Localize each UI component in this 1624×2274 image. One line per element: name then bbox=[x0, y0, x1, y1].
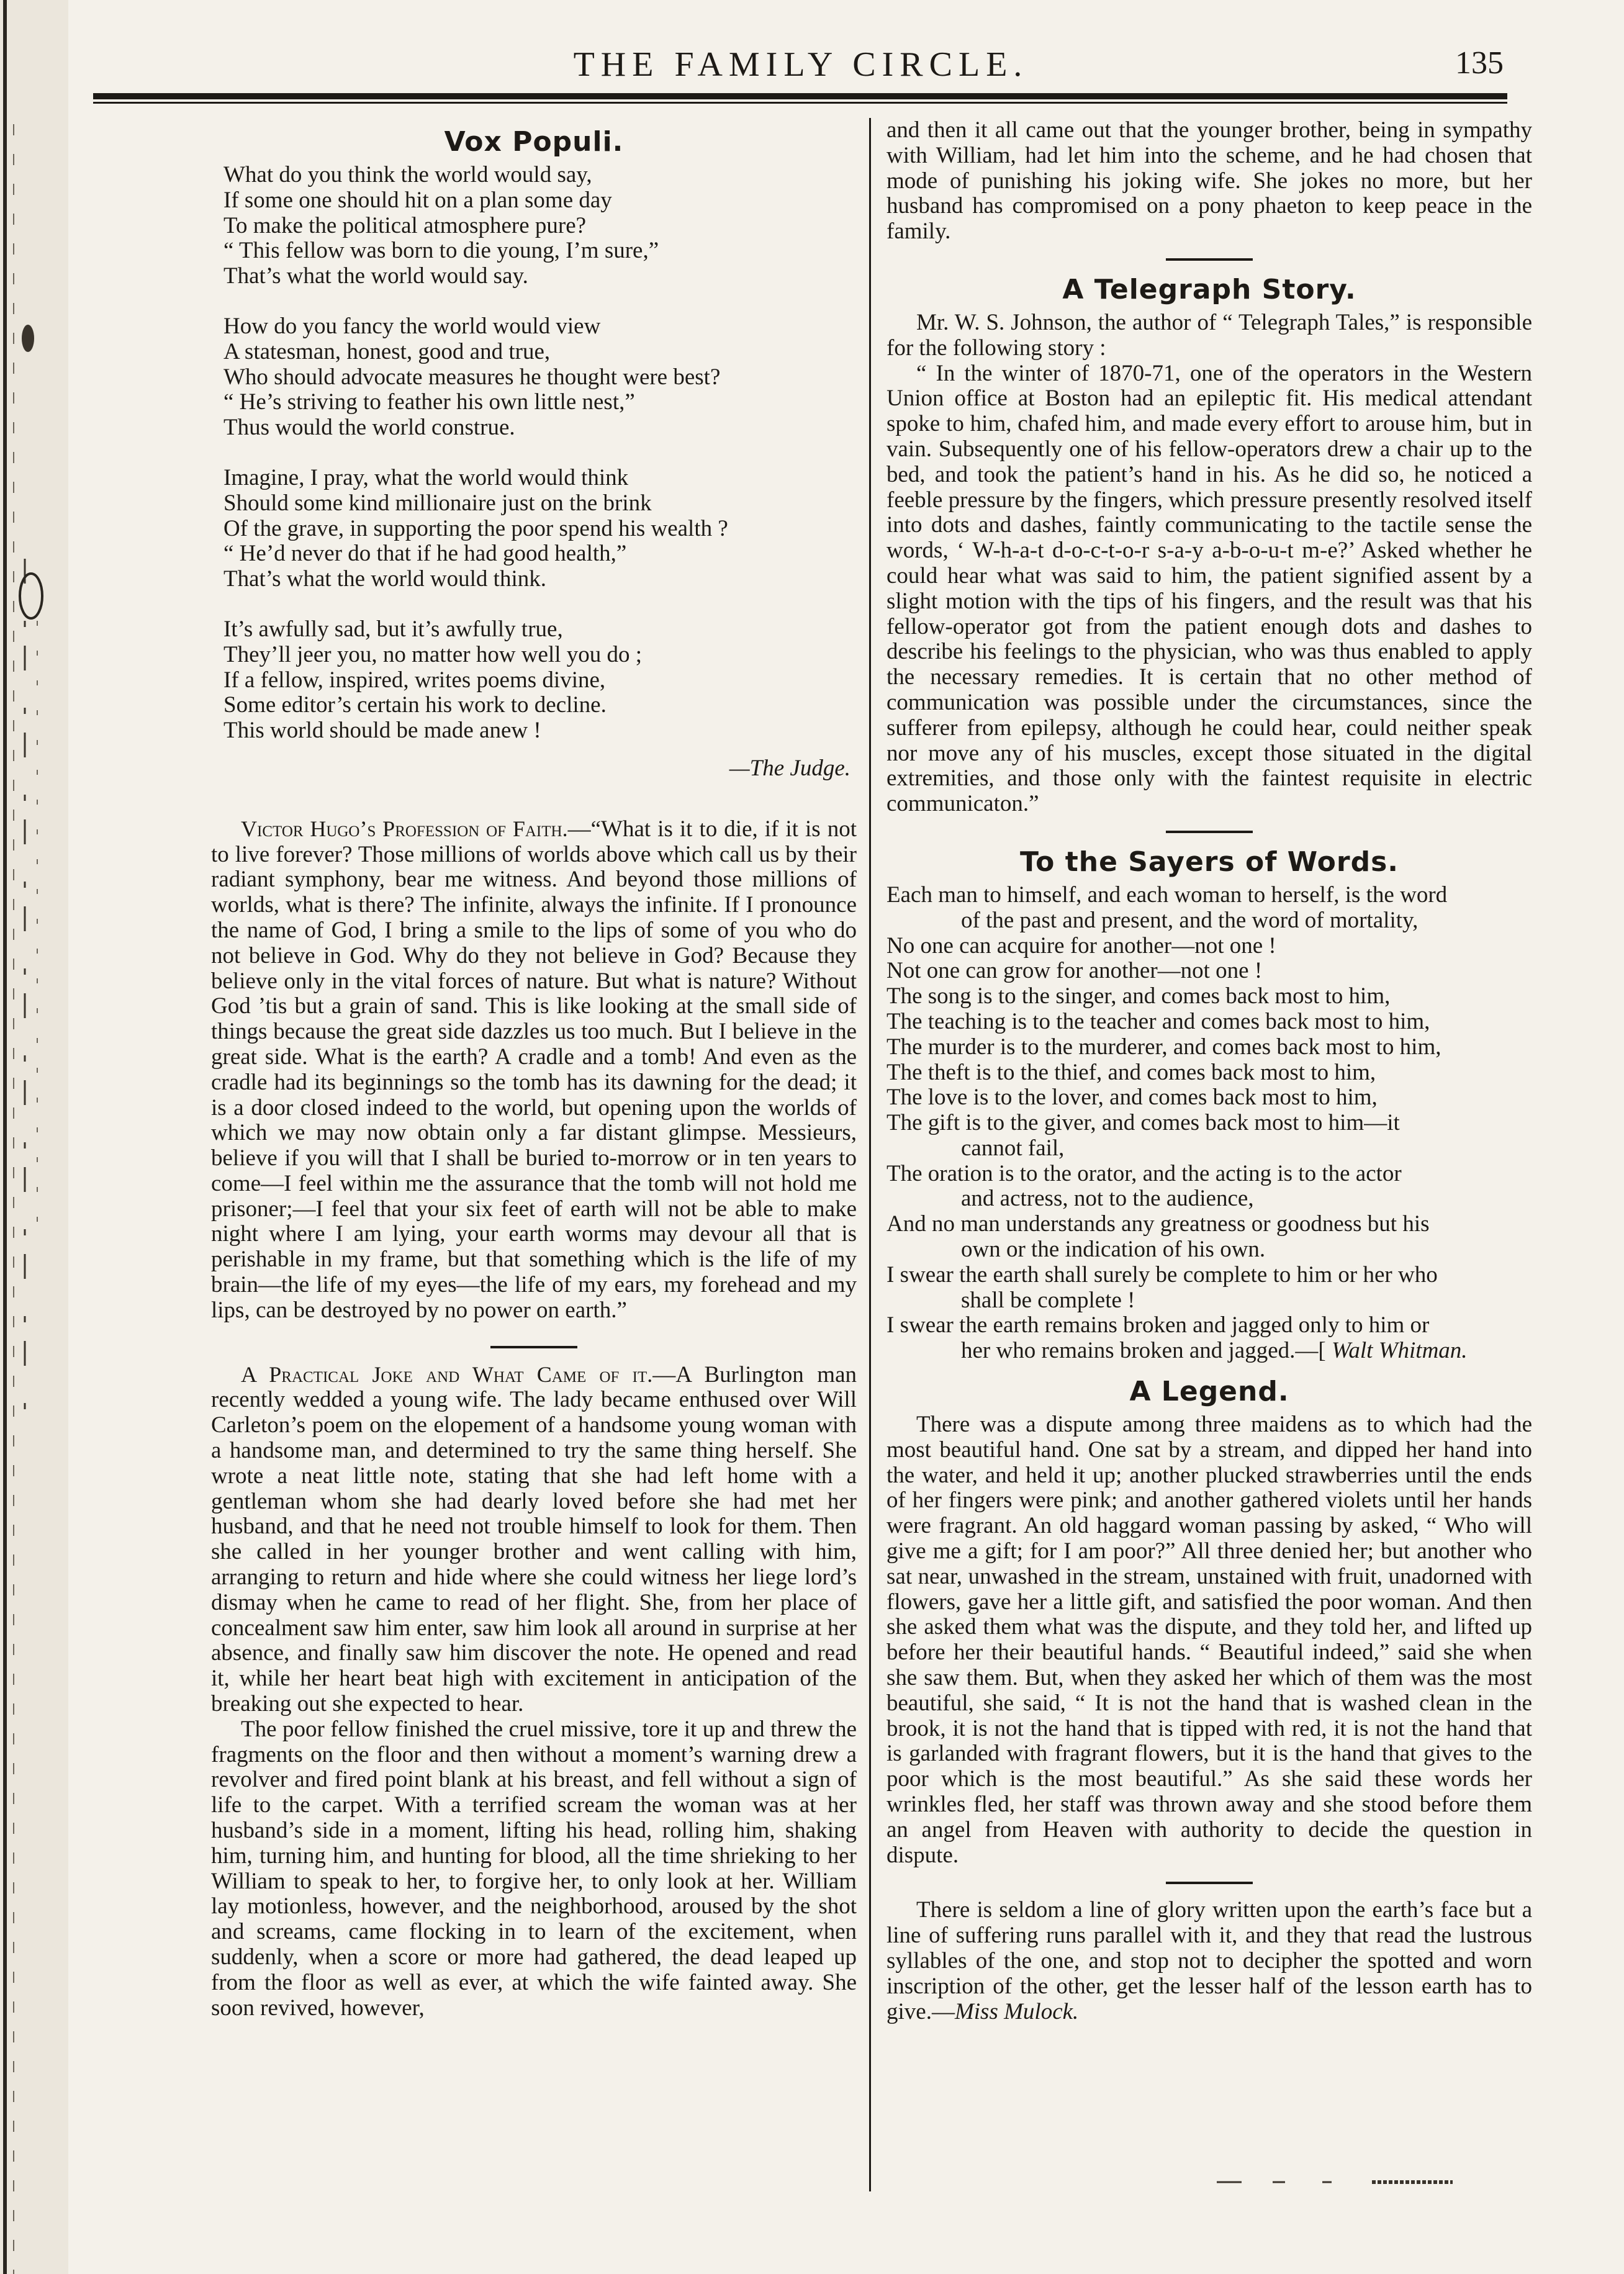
article-paragraph: The poor fellow finished the cruel missive, tore it up and threw the fragments on the floor and then without a moment’s warning drew a revolver and fired point blank at his breast, and fell without a sign of life to the carpet. With a terrified scream the woman was at her husband’s side in a moment, lifting his head, rolling him, shaking him, turning him, and hunting for blood, all the time shrieking to her William to speak to her, to forgive her, to only look at her. William lay motionless, however, and the neighborhood, aroused by the shot and screams, came flocking in to learn of the excitement, when suddenly, when a score or more had gathered, the dead leaped up from the floor as well as ever, at which the wife fainted away. She soon revived, however, bbox=[211, 1716, 857, 2021]
poem-line: Of the grave, in supporting the poor spend his wealth ? bbox=[223, 515, 728, 541]
article-body: —“What is it to die, if it is not to live forever? Those millions of worlds above which call us by their radiant symphony, bear me witness. And beyond those millions of worlds, what is there? The infinite, always the infinite. If I pronounce the name of God, I bring a smile to the lips of some of you who do not believe in God. Why do they not believe in God? Because they believe only in the vital forces of nature. But what is nature? Without God ’tis but a grain of sand. This is like looking at the small side of things because the great side dazzles us too much. But I believe in the great side. What is the earth? A cradle and a tomb! And even as the cradle had its beginnings so the tomb has its dawning for the dead; it is a door closed indeed to the world, but opening upon the worlds of which we may now obtain only a far distant glimpse. Messieurs, believe if you will that I shall be buried to-morrow or in ten years to come—I feel within me the assurance that the tomb will not hold me prisoner;—I feel that your six feet of earth will not be able to make night where I am lying, your earth worms may devour all that is perishable in my frame, but that something which is the life of my brain—the life of my eyes—the life of my ears, my forehead and my lips, can be destroyed by no power on earth.” bbox=[211, 816, 857, 1323]
poem-line: I swear the earth remains broken and jagged only to him or bbox=[886, 1312, 1430, 1338]
article-body: —A Burlington man recently wedded a young wife. The lady became enthused over Will Carleton’s poem on the elopement of a handsome young woman with a handsome man, and determined to try the same thing herself. She wrote a neat little note, stating that she had left home with a gentleman whom she had dearly loved before she had met her husband, and that he need not trouble himself to look for them. Then she called in her younger brother and went calling with him, arranging to return and hide where she could witness her liege lord’s dismay when he came to read of her flight. She, from her place of concealment saw him enter, saw him look all around in surprise at her absence, and finally saw him discover the note. He opened and read it, while her heart beat high with excitement in anticipation of the breaking out she expected to hear. bbox=[211, 1361, 857, 1717]
poem-stanza bbox=[223, 617, 857, 744]
article-paragraph: There was a dispute among three maidens as to which had the most beautiful hand. One sat by a stream, and dipped her hand into the water, and held it up; another plucked strawberries until the ends of her fingers were pink; and another gathered violets until her hands were fragrant. An old haggard woman passing by asked, “ Who will give me a gift; for I am poor?” All three denied her; but another who sat near, unwashed in the stream, unstained with fruit, unadorned with flowers, gave her a little gift, and satisfied the poor woman. And then she asked them what was the dispute, and they told her, and lifted up before her their beautiful hands. “ Beautiful indeed,” said she when she saw them. But, when they asked her which of them was the most beautiful, she said, “ It is not the hand that is washed clean in the brook, it is not the hand that is tipped with red, it is not the hand that is garlanded with fragrant flowers, but it is the hand that gives to the poor which is the most beautiful.” As she said these words her wrinkles fled, her staff was thrown away and she stood before them an angel from Heaven with authority to decide the question in dispute. bbox=[886, 1412, 1532, 1868]
poem-line: The teaching is to the teacher and comes back most to him, bbox=[886, 1008, 1430, 1034]
article-attribution: Miss Mulock. bbox=[954, 1998, 1079, 2024]
section-rule bbox=[490, 1346, 577, 1348]
poem-line: Thus would the world construe. bbox=[223, 415, 515, 441]
poem-line: To make the political atmosphere pure? bbox=[223, 212, 587, 238]
article-legend bbox=[886, 1376, 1532, 1868]
poem-line: The theft is to the thief, and comes back most to him, bbox=[886, 1059, 1376, 1085]
poem-line: “ He’d never do that if he had good health,” bbox=[223, 541, 627, 567]
poem-line: This world should be made anew ! bbox=[223, 718, 541, 744]
poem-line: No one can acquire for another—not one ! bbox=[886, 932, 1276, 959]
poem-line: A statesman, honest, good and true, bbox=[223, 338, 551, 364]
poem-line: The love is to the lover, and comes back most to him, bbox=[886, 1085, 1378, 1111]
poem-line: and actress, not to the audience, bbox=[961, 1186, 1254, 1212]
article-paragraph bbox=[211, 1362, 857, 1717]
article-telegraph-story bbox=[886, 274, 1532, 817]
right-column bbox=[886, 118, 1532, 2191]
footer-ornament bbox=[1217, 2173, 1477, 2191]
poem-line: The song is to the singer, and comes back most to him, bbox=[886, 983, 1391, 1009]
poem-line: Should some kind millionaire just on the brink bbox=[223, 490, 652, 516]
section-rule bbox=[1166, 831, 1253, 833]
poem-line: What do you think the world would say, bbox=[223, 162, 592, 187]
poem-line: If some one should hit on a plan some day bbox=[223, 187, 612, 213]
article-practical-joke bbox=[211, 1362, 857, 2021]
poem-line-text: her who remains broken and jagged.—[ bbox=[961, 1338, 1332, 1364]
poem-attribution: Walt Whitman. bbox=[1331, 1338, 1468, 1364]
column-divider bbox=[869, 118, 871, 2191]
poem-line: How do you fancy the world would view bbox=[223, 313, 601, 339]
article-sayers-of-words bbox=[886, 847, 1532, 1364]
poem-line: They’ll jeer you, no matter how well you do ; bbox=[223, 641, 643, 667]
poem-line: own or the indication of his own. bbox=[961, 1237, 1266, 1263]
poem-line: “ He’s striving to feather his own little nest,” bbox=[223, 389, 635, 415]
section-rule bbox=[1166, 258, 1253, 261]
running-title: THE FAMILY CIRCLE. bbox=[573, 45, 1029, 84]
poem-line: That’s what the world would think. bbox=[223, 566, 546, 592]
section-rule bbox=[1166, 1882, 1253, 1884]
poem-line: And no man understands any greatness or goodness but his bbox=[886, 1211, 1430, 1237]
poem-line: “ This fellow was born to die young, I’m sure,” bbox=[223, 238, 659, 264]
poem-line: Each man to himself, and each woman to herself, is the word bbox=[886, 882, 1448, 908]
article-paragraph: Mr. W. S. Johnson, the author of “ Telegraph Tales,” is responsible for the following story : bbox=[886, 309, 1532, 361]
article-title: A Telegraph Story. bbox=[1062, 273, 1356, 305]
poem-line: Imagine, I pray, what the world would think bbox=[223, 464, 629, 490]
poem-stanza bbox=[223, 466, 857, 592]
poem-line: If a fellow, inspired, writes poems divine, bbox=[223, 667, 606, 693]
article-body: There is seldom a line of glory written upon the earth’s face but a line of suffering runs parallel with it, and they that read the lustrous syllables of the one, and stop not to decipher the spotted and worn inscription of the other, get the lesser half of the lesson earth has to give.— bbox=[886, 1897, 1532, 2024]
article-closing bbox=[886, 1898, 1532, 2024]
article-paragraph: “ In the winter of 1870-71, one of the operators in the Western Union office at Boston had an epileptic fit. His medical attendant spoke to him, chafed him, and made every effort to arouse him, but in vain. Subsequently one of his fellow-operators drew a chair up to the bed, and took the patient’s hand in his. As he did so, he noticed a feeble pressure by the fingers, which pressure presently resolved itself into dots and dashes, faintly communicating to the tactile sense the words, ‘ W-h-a-t d-o-c-t-o-r s-a-y a-b-o-u-t m-e?’ Asked whether he could hear what was said to him, the patient signified assent by a slight motion with the tips of his fingers, and the result was that his fellow-operator got from the patient enough dots and dashes to describe his feelings to the physician, who was thus enabled to apply the necessary remedies. It is certain that no other method of communication was possible under the circumstances, since the sufferer from epilepsy, although he could hear, could neither speak nor move any of his muscles, except those situated in the digital extremities, and those only with the faintest requisite in electric communicaton.” bbox=[886, 360, 1532, 817]
header-rule-thin bbox=[93, 102, 1507, 104]
poem-attribution: —The Judge. bbox=[729, 755, 850, 781]
poem-stanza bbox=[223, 314, 857, 441]
article-vox-populi bbox=[211, 127, 857, 782]
poem-line: The gift is to the giver, and comes back most to him—it bbox=[886, 1110, 1400, 1136]
poem-line: That’s what the world would say. bbox=[223, 263, 528, 289]
header-rule-thick bbox=[93, 93, 1507, 99]
article-paragraph bbox=[211, 816, 857, 1324]
article-title: To the Sayers of Words. bbox=[1020, 846, 1399, 878]
page-header bbox=[93, 45, 1509, 94]
page-number: 135 bbox=[1455, 45, 1504, 81]
poem-stanza bbox=[223, 163, 857, 289]
left-column bbox=[211, 118, 857, 2191]
poem-line: The oration is to the orator, and the acting is to the actor bbox=[886, 1160, 1402, 1186]
article-paragraph bbox=[886, 1898, 1532, 2024]
poem-line: Not one can grow for another—not one ! bbox=[886, 958, 1263, 984]
poem-line bbox=[886, 1338, 1532, 1364]
article-paragraph-continued: and then it all came out that the younger brother, being in sympathy with William, had let him into the scheme, and he had chosen that mode of punishing his joking wife. She jokes no more, but her husband has compromised on a pony phaeton to keep peace in the family. bbox=[886, 118, 1532, 245]
article-hugo bbox=[211, 816, 857, 1324]
poem-line: I swear the earth shall surely be complete to him or her who bbox=[886, 1261, 1438, 1288]
article-title: A Legend. bbox=[1129, 1376, 1289, 1408]
article-title: Vox Populi. bbox=[444, 126, 624, 158]
article-heading: Victor Hugo’s Profession of Faith. bbox=[241, 816, 568, 841]
poem-line: cannot fail, bbox=[961, 1135, 1065, 1161]
poem-line: The murder is to the murderer, and comes back most to him, bbox=[886, 1034, 1441, 1060]
article-heading: A Practical Joke and What Came of it. bbox=[241, 1361, 653, 1387]
poem-line: It’s awfully sad, but it’s awfully true, bbox=[223, 616, 563, 642]
poem-line: Some editor’s certain his work to decline. bbox=[223, 692, 607, 718]
binding-edge bbox=[0, 0, 68, 2274]
poem-line: shall be complete ! bbox=[961, 1287, 1135, 1313]
poem-line: Who should advocate measures he thought were best? bbox=[223, 364, 721, 390]
poem-line: of the past and present, and the word of mortality, bbox=[961, 907, 1419, 933]
